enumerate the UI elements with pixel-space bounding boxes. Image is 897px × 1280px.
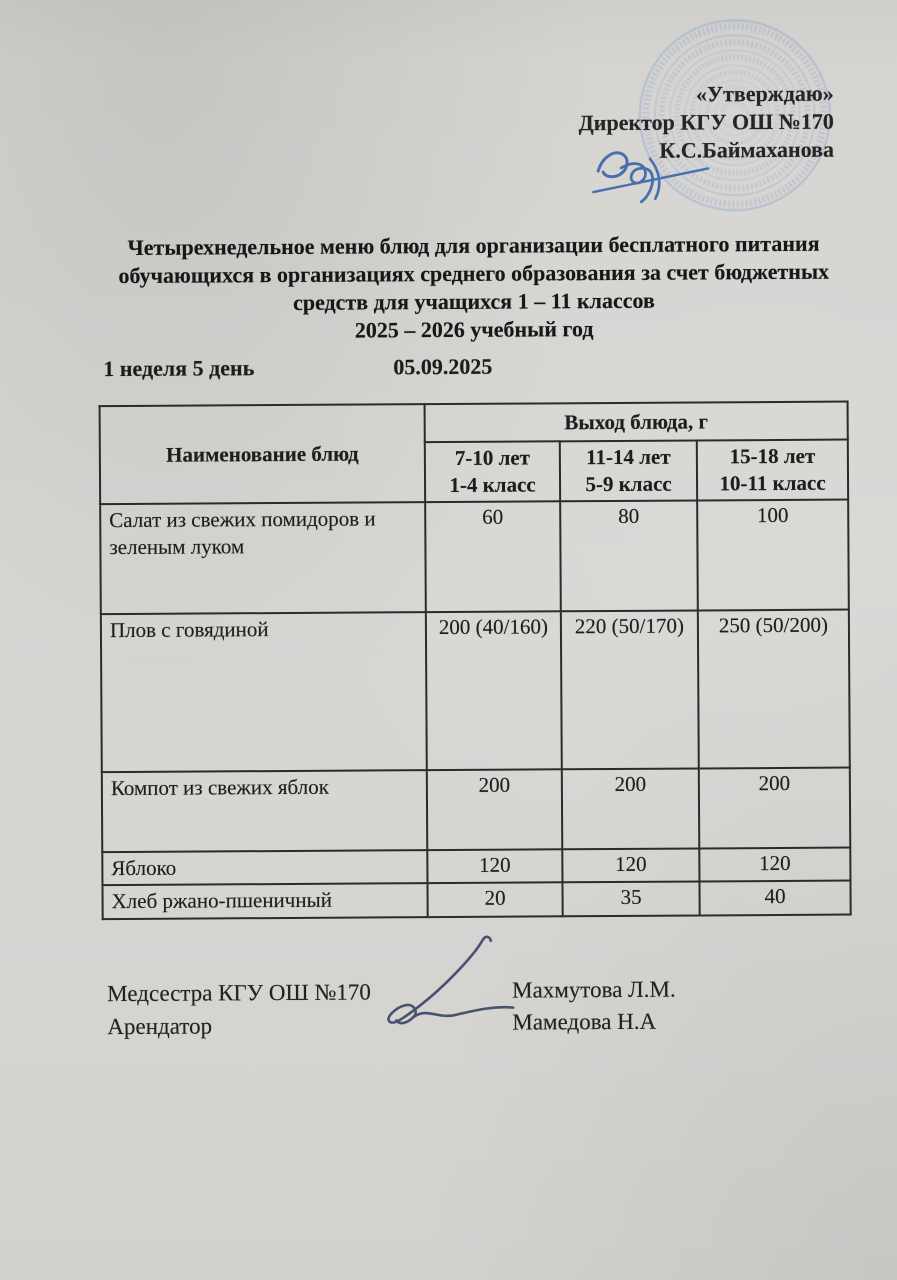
table-row [102,768,850,853]
portion-cell: 20 [427,883,562,917]
age-range-3: 15-18 лет [729,443,816,469]
portion-cell: 200 [699,768,851,849]
portion-cell: 200 [427,769,562,850]
dish-name-cell: Хлеб ржано-пшеничный [102,883,427,918]
portion-cell: 120 [562,848,699,882]
portion-cell: 220 (50/170) [561,610,699,769]
document-title-line-3: средств для учащихся 1 – 11 классов [292,287,655,315]
document-title [68,229,881,346]
portion-cell: 35 [562,882,699,916]
portion-cell: 250 (50/200) [698,610,850,769]
portion-cell: 100 [697,500,849,611]
menu-table [99,401,852,920]
age-range-2: 11-14 лет [586,444,671,470]
table-row [100,500,849,615]
approval-director-line: Директор КГУ ОШ №170 [578,108,834,136]
grade-range-2: 5-9 класс [585,471,672,497]
approval-quote: «Утверждаю» [695,80,834,107]
portion-cell: 200 (40/160) [426,611,562,770]
dish-name-cell: Компот из свежих яблок [102,770,427,852]
table-row [102,848,850,886]
dish-name-cell: Салат из свежих помидоров и зеленым луком [100,502,426,614]
age-group-header-1 [425,441,560,502]
age-group-header-2 [560,440,697,501]
table-row [101,610,850,773]
age-group-header-3 [697,440,848,501]
table-row [102,881,850,919]
footer-signature [374,932,527,1051]
portion-cell: 40 [699,881,850,915]
grade-range-1: 1-4 класс [449,472,536,497]
portion-cell: 120 [699,848,850,882]
footer-nurse-label: Медсестра КГУ ОШ №170 [107,979,371,1007]
dish-name-cell: Яблоко [102,850,427,885]
footer-roles [107,975,371,1043]
document-title-line-4: 2025 – 2026 учебный год [354,316,594,343]
date-label: 05.09.2025 [393,353,493,380]
portion-cell: 60 [425,501,561,612]
week-date-row [103,352,803,382]
document-title-line-2: обучающихся в организациях среднего образования за счет бюджетных [118,258,830,289]
portion-cell: 120 [427,849,562,883]
footer-tenant-label: Арендатор [107,1013,213,1040]
document-title-line-1: Четырехнедельное меню блюд для организации бесплатного питания [127,230,820,260]
footer-names [512,974,676,1039]
footer-name-2: Мамедова Н.А [512,1008,657,1035]
dish-name-header: Наименование блюд [100,404,426,504]
director-signature [590,138,715,211]
table-header-row-1 [100,402,848,445]
week-day-label: 1 неделя 5 день [103,355,255,382]
dish-name-cell: Плов с говядиной [101,612,427,772]
grade-range-3: 10-11 класс [719,470,826,496]
approval-director-name: К.С.Баймаханова [659,136,835,163]
output-group-header: Выход блюда, г [425,402,848,443]
portion-cell: 200 [562,768,699,849]
portion-cell: 80 [560,500,698,611]
age-range-1: 7-10 лет [454,445,531,470]
footer-name-1: Махмутова Л.М. [512,976,676,1003]
